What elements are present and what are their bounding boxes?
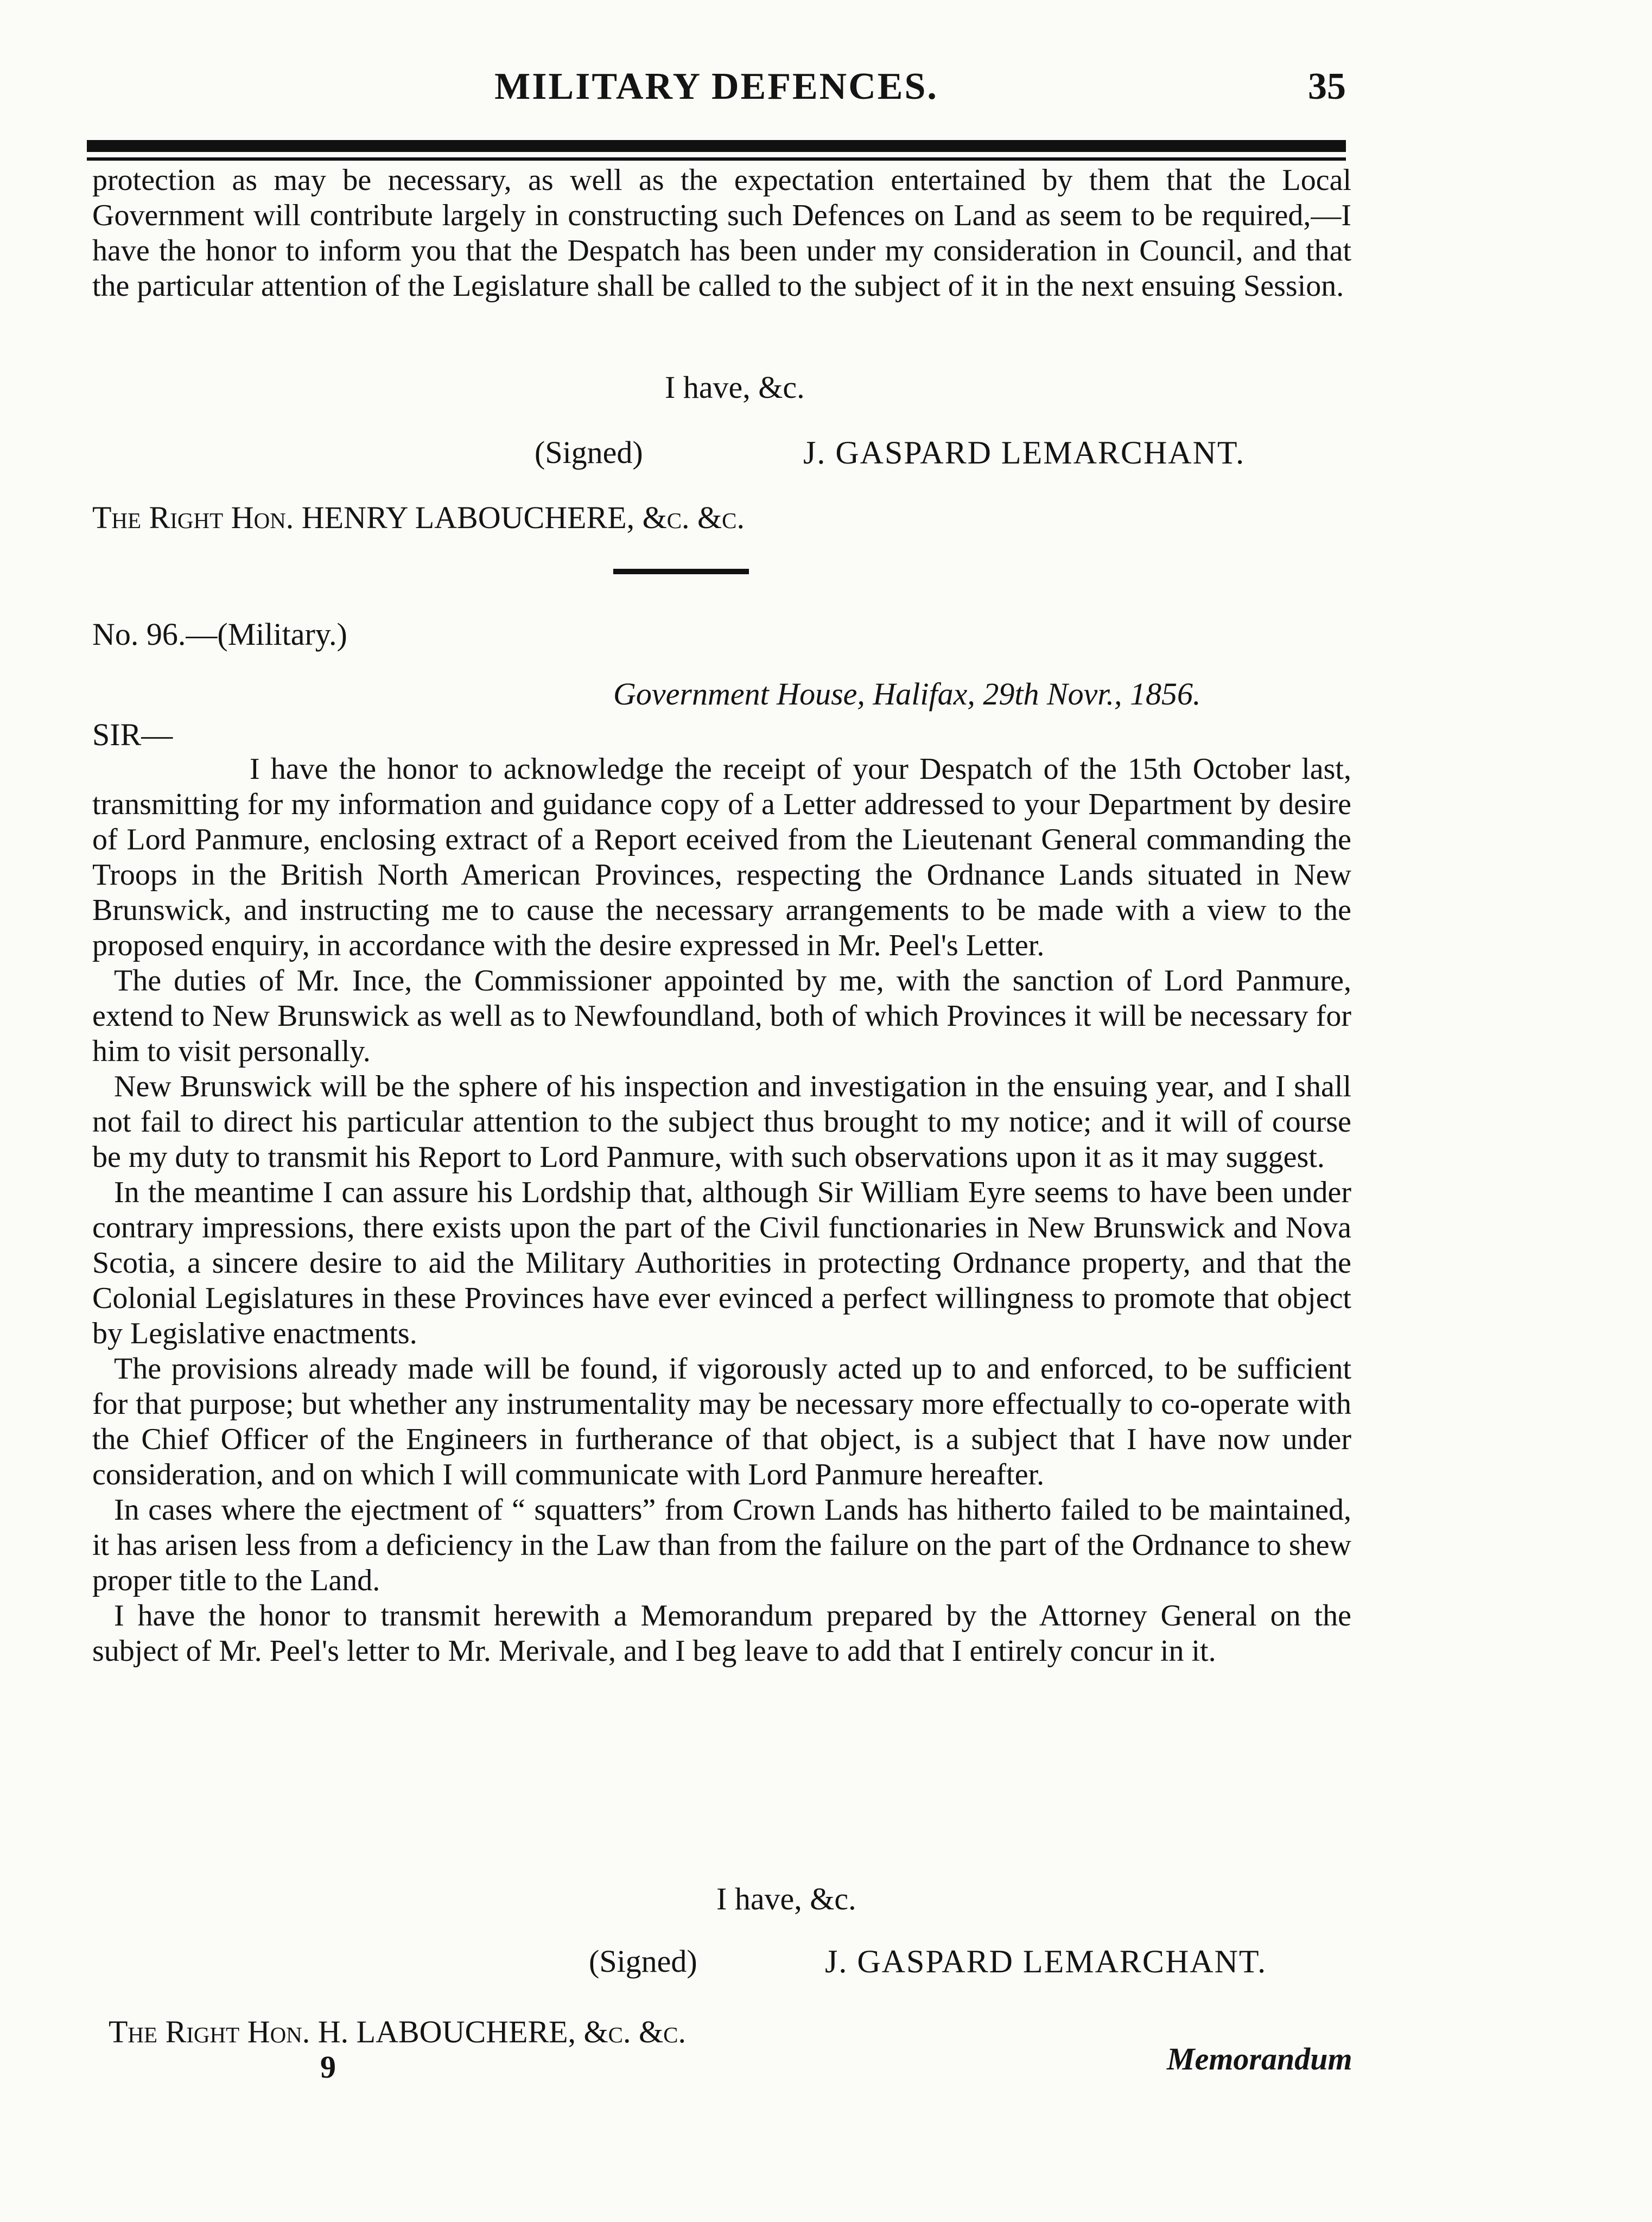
letter2-addressee: The Right Hon. H. LABOUCHERE, &c. &c. [109, 2014, 686, 2049]
letter1-paragraph: protection as may be necessary, as well as the expectation entertained by them that the Local Government will contribute largely in constructing such Defences on Land as seem to be required,—I have the honor to inform you that the Despatch has been under my consideration in Council, and that the particular attention of the Legislature shall be called to the subject of it in the next ensuing Session. [92, 163, 1351, 303]
letter2-paragraph-6: In cases where the ejectment of “ squatters” from Crown Lands has hitherto failed to be maintained, it has arisen less from a deficiency in the Law than from the failure on the part of the Ordnance to shew proper title to the Land. [92, 1493, 1351, 1597]
printer-signature-mark: 9 [320, 2049, 336, 2085]
letter1-signed-label: (Signed) [535, 435, 643, 470]
catchword: Memorandum [1167, 2041, 1352, 2077]
letter2-closing: I have, &c. [716, 1881, 856, 1916]
letter2-body [92, 752, 1351, 1669]
letter2-paragraph-5: The provisions already made will be found, if vigorously acted up to and enforced, to be sufficient for that purpose; but whether any instrumentality may be necessary more effectually to co-operate with the Chief Officer of the Engineers in furtherance of that object, is a subject that I have now under consideration, and on which I will communicate with Lord Panmure hereafter. [92, 1352, 1351, 1491]
letter2-paragraph-1: I have the honor to acknowledge the receipt of your Despatch of the 15th October last, transmitting for my information and guidance copy of a Letter addressed to your Department by desire of Lord Panmure, enclosing extract of a Report eceived from the Lieutenant General commanding the Troops in the British North American Provinces, respecting the Ordnance Lands situated in New Brunswick, and instructing me to cause the necessary arrangements to be made with a view to the proposed enquiry, in accordance with the desire expressed in Mr. Peel's Letter. [92, 752, 1351, 962]
running-title: MILITARY DEFENCES. [494, 66, 938, 107]
header-rule-thick [87, 140, 1346, 152]
despatch-number: No. 96.—(Military.) [92, 617, 347, 652]
letter1-addressee: The Right Hon. HENRY LABOUCHERE, &c. &c. [92, 500, 745, 535]
letter2-paragraph-4: In the meantime I can assure his Lordship that, although Sir William Eyre seems to have been under contrary impressions, there exists upon the part of the Civil functionaries in New Brunswick and Nova Scotia, a sincere desire to aid the Military Authorities in protecting Ordnance property, and that the Colonial Legislatures in these Provinces have ever evinced a perfect willingness to promote that object by Legislative enactments. [92, 1176, 1351, 1350]
letter1-body [92, 163, 1351, 304]
dateline: Government House, Halifax, 29th Novr., 1856. [613, 676, 1201, 712]
running-head [87, 65, 1346, 125]
section-divider [613, 569, 749, 574]
page-number: 35 [1308, 66, 1346, 107]
salutation: SIR— [92, 717, 173, 752]
letter1-closing: I have, &c. [665, 370, 805, 405]
header-rule-thin [87, 157, 1346, 161]
letter2-signed-label: (Signed) [589, 1944, 697, 1979]
letter2-paragraph-3: New Brunswick will be the sphere of his inspection and investigation in the ensuing year, and I shall not fail to direct his particular attention to the subject thus brought to my notice; and it will of course be my duty to transmit his Report to Lord Panmure, with such observations upon it as it may suggest. [92, 1070, 1351, 1174]
letter2-paragraph-2: The duties of Mr. Ince, the Commissioner appointed by me, with the sanction of Lord Panmure, extend to New Brunswick as well as to Newfoundland, both of which Provinces it will be necessary for him to visit personally. [92, 964, 1351, 1068]
letter2-paragraph-7: I have the honor to transmit herewith a Memorandum prepared by the Attorney General on the subject of Mr. Peel's letter to Mr. Merivale, and I beg leave to add that I entirely concur in it. [92, 1599, 1351, 1668]
letter1-signatory: J. GASPARD LEMARCHANT. [803, 435, 1246, 471]
letter2-signatory: J. GASPARD LEMARCHANT. [825, 1944, 1267, 1979]
